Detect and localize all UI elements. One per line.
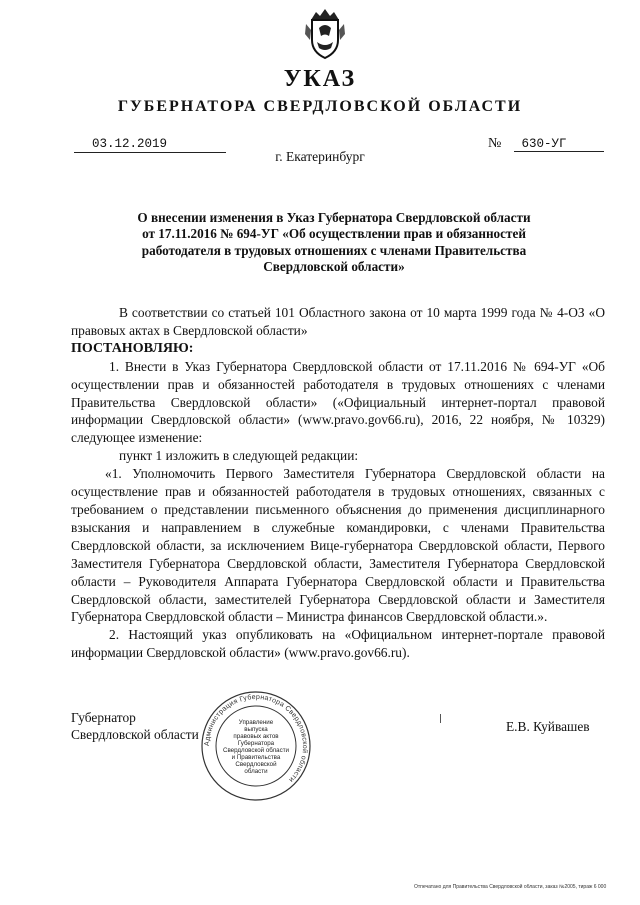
heading-line: О внесении изменения в Указ Губернатора Свердловской области: [137, 210, 531, 225]
print-footer: Отпечатано для Правительства Свердловской области, заказ №2005, тираж 6 000: [414, 884, 607, 890]
seal-line: правовых актов: [233, 733, 279, 740]
decree-heading: [104, 210, 564, 276]
item-1-paragraph: 1. Внести в Указ Губернатора Свердловской области от 17.11.2016 № 694-УГ «Об осуществлении прав и обязанностей работодателя в трудовых отношениях с членами Правительства Свердловской области» («Официальный интернет-портал правовой информации Свердловской области» (www.pravo.gov66.ru), 2016, 22 ноября, № 10329) следующее изменение:: [71, 358, 605, 446]
signatory-name: Е.В. Куйвашев: [506, 719, 590, 734]
seal-line: Губернатора: [237, 740, 275, 747]
decree-body: [71, 304, 605, 662]
seal-outer-text: Администрация Губернатора Свердловской области: [203, 693, 309, 784]
seal-line: области: [244, 768, 268, 775]
item-2-paragraph: 2. Настоящий указ опубликовать на «Официальном интернет-портале правовой информации Свердловской области» (www.pravo.gov66.ru).: [71, 627, 605, 661]
heading-line: от 17.11.2016 № 694-УГ «Об осуществлении прав и обязанностей: [142, 226, 526, 242]
signatory-position: [71, 709, 199, 743]
position-line: Губернатор: [71, 710, 136, 725]
seal-line: и Правительства: [231, 754, 281, 761]
document-type-title: УКАЗ: [283, 66, 357, 92]
heading-line: работодателя в трудовых отношениях с членами Правительства: [141, 242, 527, 258]
number-sign: №: [488, 136, 502, 151]
intro-paragraph: В соответствии со статьей 101 Областного закона от 10 марта 1999 года № 4-ОЗ «О правовых актах в Свердловской области»: [71, 305, 605, 338]
position-line: Свердловской области: [71, 727, 199, 742]
city: г. Екатеринбург: [275, 149, 365, 164]
decree-date: 03.12.2019: [74, 137, 226, 153]
seal-line: Свердловской области: [222, 747, 290, 754]
decree-word: ПОСТАНОВЛЯЮ:: [71, 340, 194, 356]
heading-line: Свердловской области»: [263, 259, 405, 275]
decree-number: 630-УГ: [514, 137, 604, 152]
item-1-quote-paragraph: «1. Уполномочить Первого Заместителя Губернатора Свердловской области на осуществление прав и обязанностей работодателя в трудовых отношениях, связанных с требованием о представлении письменного объяснения до применения дисциплинарного взыскания и направлением в служебные командировки, с членами Правительства Свердловской области, за исключением Вице-губернатора Свердловской области, Первого Заместителя Губернатора Свердловской области, Заместителя Губернатора Свердловской области – Руководителя Аппарата Губернатора Свердловской области и Правительства Свердловской области, заместителей Губернатора Свердловской области и Заместителя Губернатора Свердловской области – Министра финансов Свердловской области.».: [71, 466, 605, 625]
official-seal-icon: [200, 690, 312, 802]
issuer-title: ГУБЕРНАТОРА СВЕРДЛОВСКОЙ ОБЛАСТИ: [117, 98, 523, 115]
signature-mark: [440, 714, 441, 723]
item-1-subparagraph: пункт 1 изложить в следующей редакции:: [119, 448, 359, 464]
coat-of-arms-icon: [302, 6, 348, 62]
seal-line: Свердловской: [235, 761, 277, 768]
seal-line: Управление: [238, 719, 274, 726]
seal-line: выпуска: [244, 726, 268, 733]
